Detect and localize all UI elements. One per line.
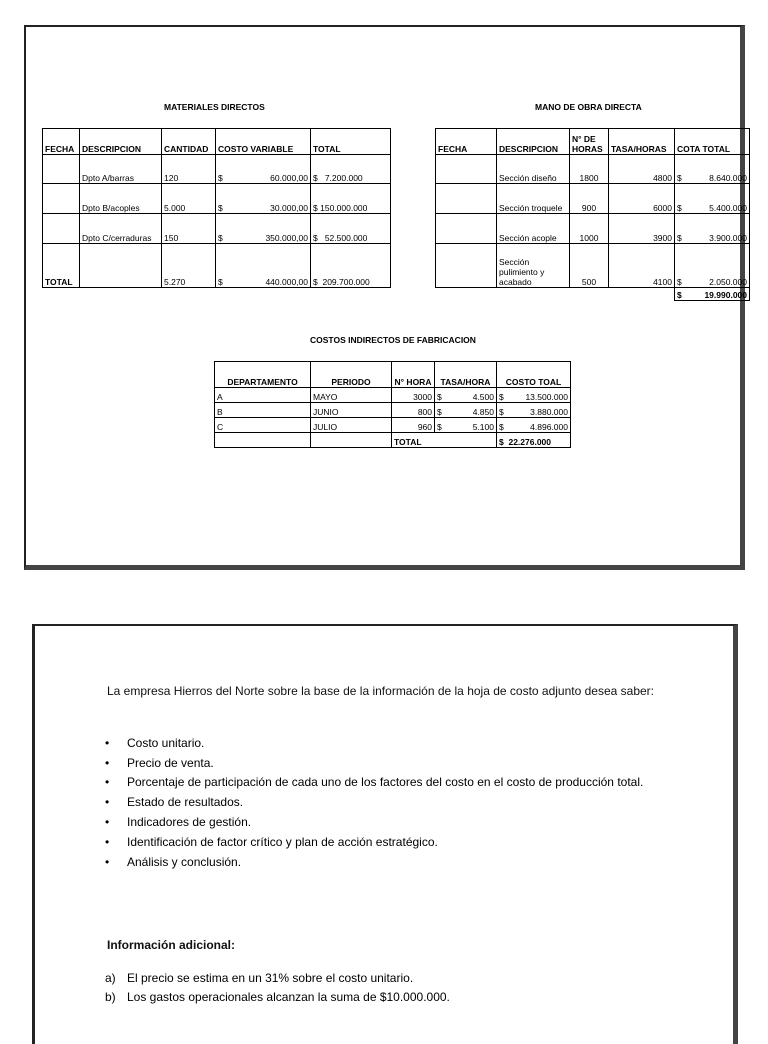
horas-cell: 500 — [570, 244, 609, 288]
bullet-icon: • — [105, 775, 110, 789]
total-cell: $ 52.500.000 — [311, 214, 391, 244]
materiales-title: MATERIALES DIRECTOS — [164, 102, 265, 112]
bullet-icon: • — [105, 795, 110, 809]
header-cell: DESCRIPCION — [497, 129, 570, 155]
header-cell: COTA TOTAL — [675, 129, 750, 155]
grand-total-cell: $ 19.990.000 — [675, 288, 750, 301]
table-row — [436, 214, 750, 244]
fecha-cell — [436, 184, 497, 214]
table-row — [43, 155, 391, 184]
hora-cell: 800 — [392, 403, 435, 418]
tasa-cell: 6000 — [609, 184, 675, 214]
horas-cell: 1800 — [570, 155, 609, 184]
horas-cell: 1000 — [570, 214, 609, 244]
tasa-cell: 4100 — [609, 244, 675, 288]
cota-total-cell: $ 2.050.000 — [675, 244, 750, 288]
descripcion-cell: Sección troquele — [497, 184, 570, 214]
table-row — [43, 214, 391, 244]
empty-cell — [311, 433, 392, 448]
list-item: • Costo unitario. — [105, 733, 650, 753]
header-cell: TOTAL — [311, 129, 391, 155]
fecha-cell — [43, 155, 80, 184]
tasa-cell: 4800 — [609, 155, 675, 184]
total-total-cell: $ 209.700.000 — [311, 244, 391, 288]
header-cell: PERIODO — [311, 362, 392, 388]
depto-cell: C — [215, 418, 311, 433]
list-item: • Indicadores de gestión. — [105, 812, 650, 832]
descripcion-cell: Dpto A/barras — [80, 155, 162, 184]
intro-paragraph: La empresa Hierros del Norte sobre la base de la información de la hoja de costo adjunto desea saber: — [107, 684, 654, 698]
cif-title: COSTOS INDIRECTOS DE FABRICACION — [310, 335, 476, 345]
descripcion-cell: Sección diseño — [497, 155, 570, 184]
hora-cell: 960 — [392, 418, 435, 433]
additional-info-heading: Información adicional: — [107, 938, 236, 952]
cota-total-cell: $ 3.900.000 — [675, 214, 750, 244]
tasa-cell: $ 4.500 — [435, 388, 497, 403]
list-item: b) Los gastos operacionales alcanzan la suma de $10.000.000. — [105, 988, 665, 1007]
mano-obra-title: MANO DE OBRA DIRECTA — [535, 102, 642, 112]
periodo-cell: JUNIO — [311, 403, 392, 418]
materiales-table — [42, 128, 391, 288]
header-cell: DEPARTAMENTO — [215, 362, 311, 388]
header-cell: DESCRIPCION — [80, 129, 162, 155]
header-cell: TASA/HORA — [435, 362, 497, 388]
bullet-icon: • — [105, 815, 110, 829]
mano-obra-header-row — [436, 129, 750, 155]
total-row — [43, 244, 391, 288]
total-cell: $ 7.200.000 — [311, 155, 391, 184]
header-cell: N° HORA — [392, 362, 435, 388]
fecha-cell — [43, 214, 80, 244]
fecha-cell — [436, 244, 497, 288]
cost-sheet-panel — [24, 25, 745, 570]
costo-cell: $ 30.000,00 — [216, 184, 311, 214]
table-row — [436, 244, 750, 288]
table-row — [215, 403, 571, 418]
header-cell: N° DE HORAS — [570, 129, 609, 155]
list-item: a) El precio se estima en un 31% sobre el costo unitario. — [105, 969, 665, 988]
header-cell: TASA/HORAS — [609, 129, 675, 155]
table-row — [215, 418, 571, 433]
total-label: TOTAL — [392, 433, 497, 448]
header-cell: FECHA — [436, 129, 497, 155]
list-item: • Porcentaje de participación de cada uno de los factores del costo en el costo de producción total. — [105, 773, 650, 792]
total-row — [215, 433, 571, 448]
cota-total-cell: $ 5.400.000 — [675, 184, 750, 214]
table-row — [43, 184, 391, 214]
tasa-cell: $ 5.100 — [435, 418, 497, 433]
total-cell: $ 150.000.000 — [311, 184, 391, 214]
periodo-cell: JULIO — [311, 418, 392, 433]
tasa-cell: 3900 — [609, 214, 675, 244]
table-row — [215, 388, 571, 403]
mano-obra-table — [435, 128, 750, 301]
cantidad-cell: 150 — [162, 214, 216, 244]
table-row — [436, 184, 750, 214]
descripcion-cell: Sección acople — [497, 214, 570, 244]
bullet-icon: • — [105, 736, 110, 750]
list-item: • Identificación de factor crítico y plan de acción estratégico. — [105, 832, 650, 852]
descripcion-cell: Sección pulimiento y acabado — [497, 244, 570, 288]
costo-cell: $ 4.896.000 — [497, 418, 571, 433]
cantidad-cell: 5.000 — [162, 184, 216, 214]
materiales-header-row — [43, 129, 391, 155]
list-item: • Precio de venta. — [105, 753, 650, 773]
instructions-panel — [32, 624, 738, 1044]
total-label: TOTAL — [43, 244, 80, 288]
depto-cell: A — [215, 388, 311, 403]
cantidad-total-cell: 5.270 — [162, 244, 216, 288]
total-cell: $ 22.276.000 — [497, 433, 571, 448]
item-label: b) — [105, 990, 116, 1004]
table-row — [436, 155, 750, 184]
depto-cell: B — [215, 403, 311, 418]
bullet-icon: • — [105, 855, 110, 869]
fecha-cell — [436, 155, 497, 184]
question-list — [105, 733, 650, 872]
header-cell: CANTIDAD — [162, 129, 216, 155]
list-item: • Análisis y conclusión. — [105, 852, 650, 872]
list-item: • Estado de resultados. — [105, 792, 650, 812]
costo-cell: $ 13.500.000 — [497, 388, 571, 403]
empty-cell — [80, 244, 162, 288]
cantidad-cell: 120 — [162, 155, 216, 184]
fecha-cell — [43, 184, 80, 214]
periodo-cell: MAYO — [311, 388, 392, 403]
fecha-cell — [436, 214, 497, 244]
costo-cell: $ 3.880.000 — [497, 403, 571, 418]
cota-total-cell: $ 8.640.000 — [675, 155, 750, 184]
costo-total-cell: $ 440.000,00 — [216, 244, 311, 288]
costo-cell: $ 60.000,00 — [216, 155, 311, 184]
additional-info-list — [105, 969, 665, 1007]
item-label: a) — [105, 971, 116, 985]
costo-cell: $ 350.000,00 — [216, 214, 311, 244]
hora-cell: 3000 — [392, 388, 435, 403]
bullet-icon: • — [105, 756, 110, 770]
header-cell: COSTO VARIABLE — [216, 129, 311, 155]
empty-cell — [215, 433, 311, 448]
descripcion-cell: Dpto B/acoples — [80, 184, 162, 214]
header-cell: FECHA — [43, 129, 80, 155]
bullet-icon: • — [105, 835, 110, 849]
tasa-cell: $ 4.850 — [435, 403, 497, 418]
grand-total-row — [436, 288, 750, 301]
cif-header-row — [215, 362, 571, 388]
header-cell: COSTO TOAL — [497, 362, 571, 388]
horas-cell: 900 — [570, 184, 609, 214]
cif-table — [214, 361, 571, 448]
descripcion-cell: Dpto C/cerraduras — [80, 214, 162, 244]
